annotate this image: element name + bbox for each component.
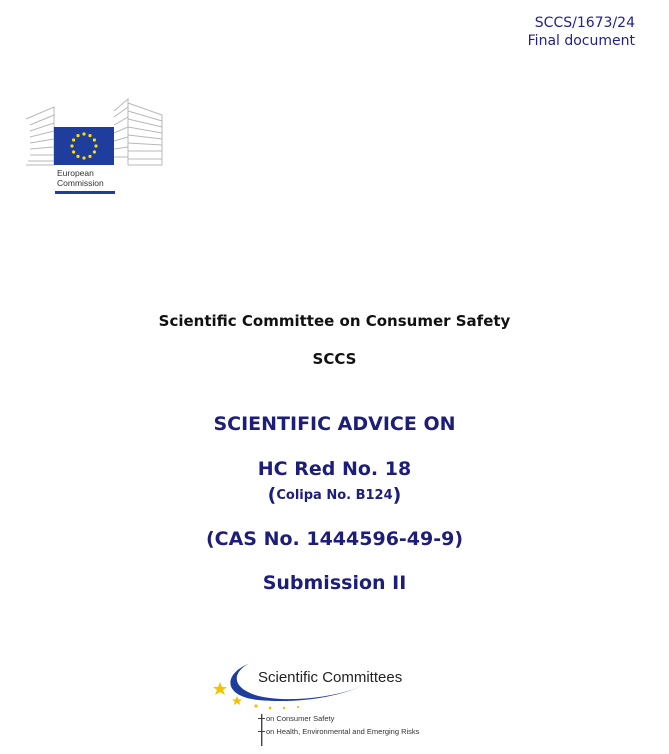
ec-logo-text [57, 168, 104, 188]
committee-consumer-safety: on Consumer Safety [266, 714, 335, 723]
colipa-open-paren: ( [267, 484, 277, 506]
document-reference [528, 14, 635, 50]
committee-name: Scientific Committee on Consumer Safety [158, 312, 511, 330]
ec-logo-line1: European [57, 168, 94, 178]
ec-logo-line2: Commission [57, 178, 104, 188]
ec-logo-bar [55, 191, 115, 194]
colipa-number [0, 484, 669, 506]
committee-acronym: SCCS [312, 350, 357, 368]
committee-health-environment: on Health, Environmental and Emerging Risks [266, 727, 420, 736]
scientific-committees-title: Scientific Committees [258, 669, 403, 686]
advice-heading: SCIENTIFIC ADVICE ON [213, 413, 456, 435]
colipa-close-paren: ) [392, 484, 402, 506]
colipa-text: Colipa No. B124 [276, 488, 393, 503]
cas-number: (CAS No. 1444596-49-9) [205, 528, 464, 550]
substance-name: HC Red No. 18 [257, 458, 412, 480]
submission-label: Submission II [262, 572, 407, 594]
document-status: Final document [527, 33, 635, 49]
reference-number: SCCS/1673/24 [534, 15, 635, 31]
